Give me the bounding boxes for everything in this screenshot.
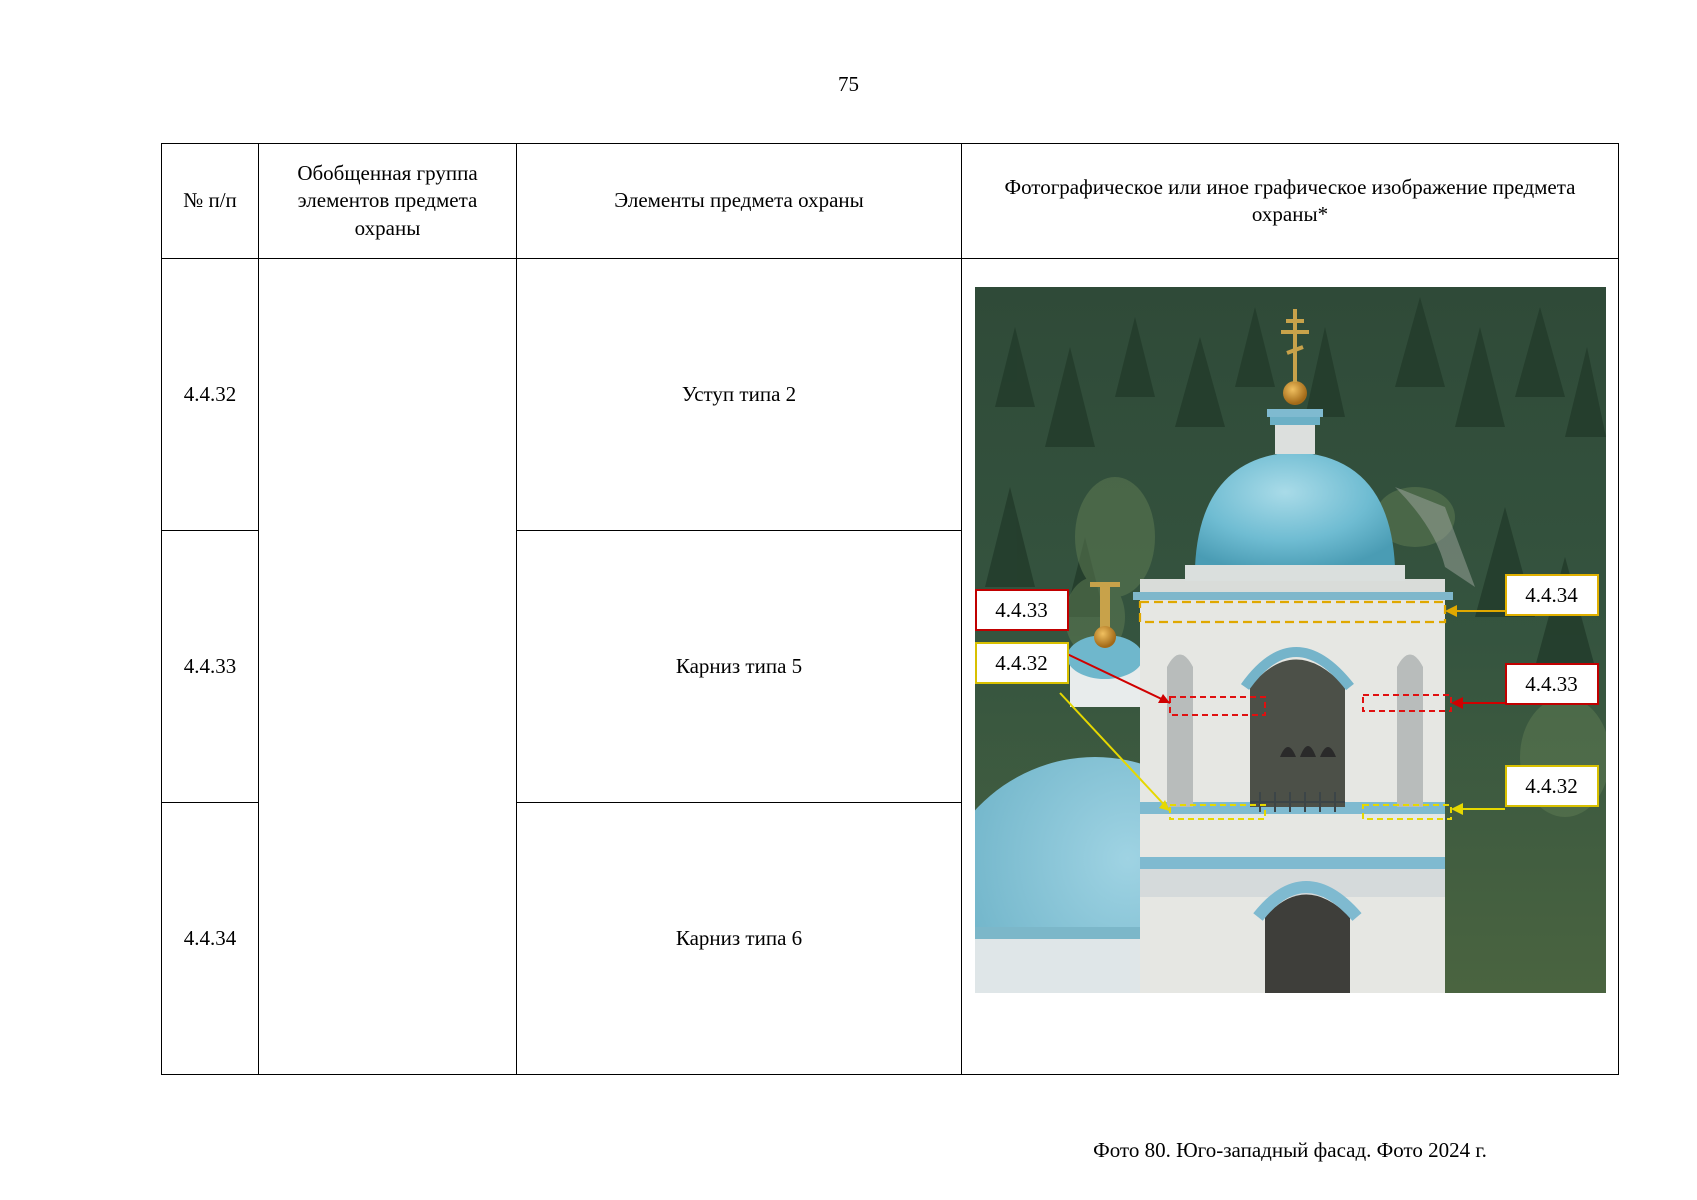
header-image: Фотографическое или иное графическое изображение предмета охраны*	[962, 144, 1619, 259]
heritage-elements-table	[161, 143, 1619, 1162]
row-element: Карниз типа 6	[517, 803, 962, 1075]
page-number: 75	[838, 72, 859, 96]
photo-container	[975, 259, 1606, 1162]
header-num: № п/п	[162, 144, 259, 259]
church-bell-tower-photo	[975, 287, 1606, 993]
table-row	[162, 259, 1619, 531]
photo-cell	[962, 259, 1619, 1162]
row-num: 4.4.32	[162, 259, 259, 531]
callout-left-4432: 4.4.32	[975, 642, 1069, 684]
header-group: Обобщенная группа элементов предмета охраны	[259, 144, 517, 259]
row-num: 4.4.34	[162, 803, 259, 1075]
row-num: 4.4.33	[162, 531, 259, 803]
row-element: Карниз типа 5	[517, 531, 962, 803]
callout-right-4433: 4.4.33	[1505, 663, 1599, 705]
header-elements: Элементы предмета охраны	[517, 144, 962, 259]
row-element: Уступ типа 2	[517, 259, 962, 531]
callout-left-4433: 4.4.33	[975, 589, 1069, 631]
group-cell	[259, 259, 517, 1075]
callout-right-4434: 4.4.34	[1505, 574, 1599, 616]
callout-right-4432: 4.4.32	[1505, 765, 1599, 807]
photo-caption: Фото 80. Юго-западный фасад. Фото 2024 г.	[1093, 1138, 1487, 1162]
